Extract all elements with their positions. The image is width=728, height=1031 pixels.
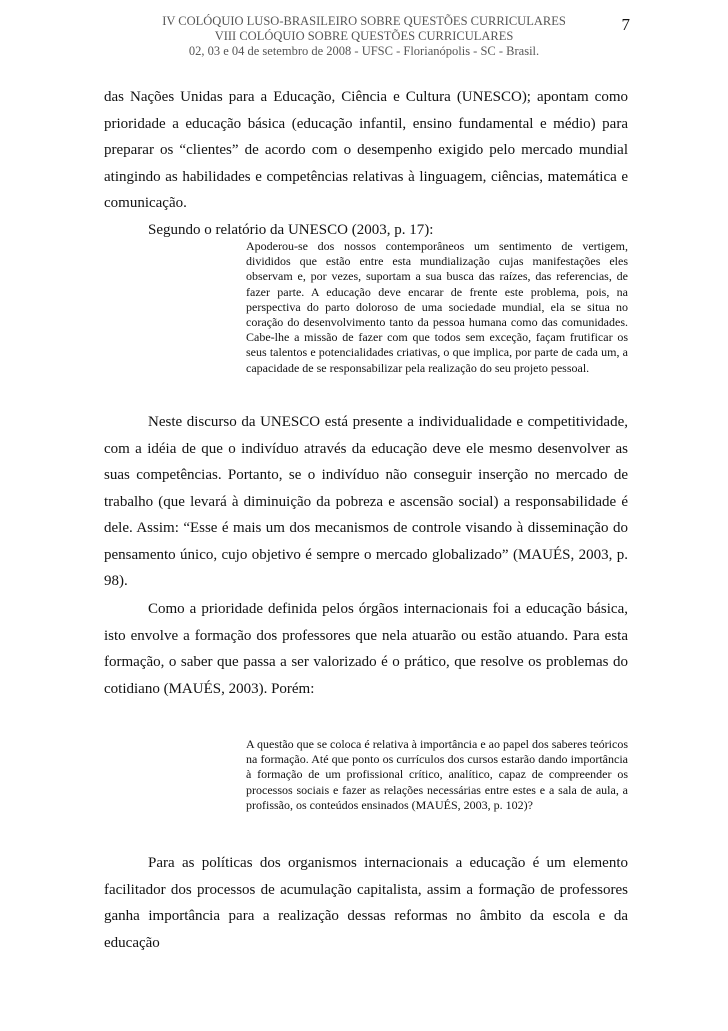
page-number: 7 [621,15,630,34]
header-line-1: IV COLÓQUIO LUSO-BRASILEIRO SOBRE QUESTÕES CURRICULARES [162,14,566,28]
header-line-3: 02, 03 e 04 de setembro de 2008 - UFSC - Florianópolis - SC - Brasil. [188,44,540,58]
paragraph-unesco-discourse: Neste discurso da UNESCO está presente a individualidade e competitividade, com a idéia de que o indivíduo através da educação deve ele mesmo desenvolver as suas competências. Portanto, se o indivíduo não conseguir inserção no mercado de trabalho (que levará à diminuição da pobreza e ascensão social) a responsabilidade é dele. Assim: “Esse é mais um dos mecanismos de controle visando à disseminação do pensamento único, cujo objetivo é sempre o mercado globalizado” (MAUÉS, 2003, p. 98). [104,414,628,589]
header-line-2: VIII COLÓQUIO SOBRE QUESTÕES CURRICULARES [214,29,514,43]
block-quote-maues [246,737,628,813]
paragraph-basic-education: Como a prioridade definida pelos órgãos internacionais foi a educação básica, isto envolve a formação dos professores que nela atuarão ou estão atuando. Para esta formação, o saber que passa a ser valorizado é o prático, que resolve os problemas do cotidiano (MAUÉS, 2003). Porém: [104,601,628,697]
block-quote-text: A questão que se coloca é relativa à importância e ao papel dos saberes teóricos na formação. Até que ponto os currículos dos cursos estarão dando importância à formação de um profissional crítico, analítico, capaz de compreender os processos sociais e fazer as relações necessárias entre estes e a sala de aula, a profissão, os conteúdos ensinados (MAUÉS, 2003, p. 102)? [246,737,628,812]
paragraph-international-policies: Para as políticas dos organismos internacionais a educação é um elemento facilitador dos processos de acumulação capitalista, assim a formação de professores ganha importância para a realização dessas reformas no âmbito da escola e da educação [104,855,628,951]
paragraph-continuation: das Nações Unidas para a Educação, Ciência e Cultura (UNESCO); apontam como prioridade a educação básica (educação infantil, ensino fundamental e médio) para preparar os “clientes” de acordo com o desempenho exigido pelo mercado mundial atingindo as habilidades e competências relativas à linguagem, ciências, matemática e comunicação. [104,89,628,211]
paragraph-block-4 [104,850,628,956]
page-header [0,14,728,59]
paragraph-block-1 [104,84,628,243]
block-quote-text: Apoderou-se dos nossos contemporâneos um sentimento de vertigem, divididos que estão entre esta mundialização cujas manifestações eles observam e, por vezes, suportam a sua busca das raízes, das referencias, de fazer parte. A educação deve encarar de frente este problema, pois, na perspectiva do parto doloroso de uma sociedade mundial, ela se situa no coração do desenvolvimento tanto da pessoa humana como das comunidades. Cabe-lhe a missão de fazer com que todos sem exceção, façam frutificar os seus talentos e potencialidades criativas, o que implica, por parte de cada um, a capacidade de se responsabilizar pela realização do seu projeto pessoal. [246,239,628,375]
block-quote-unesco [246,239,628,376]
paragraph-block-3 [104,596,628,702]
paragraph-block-2 [104,409,628,595]
paragraph-quote-intro: Segundo o relatório da UNESCO (2003, p. 17): [148,221,434,238]
